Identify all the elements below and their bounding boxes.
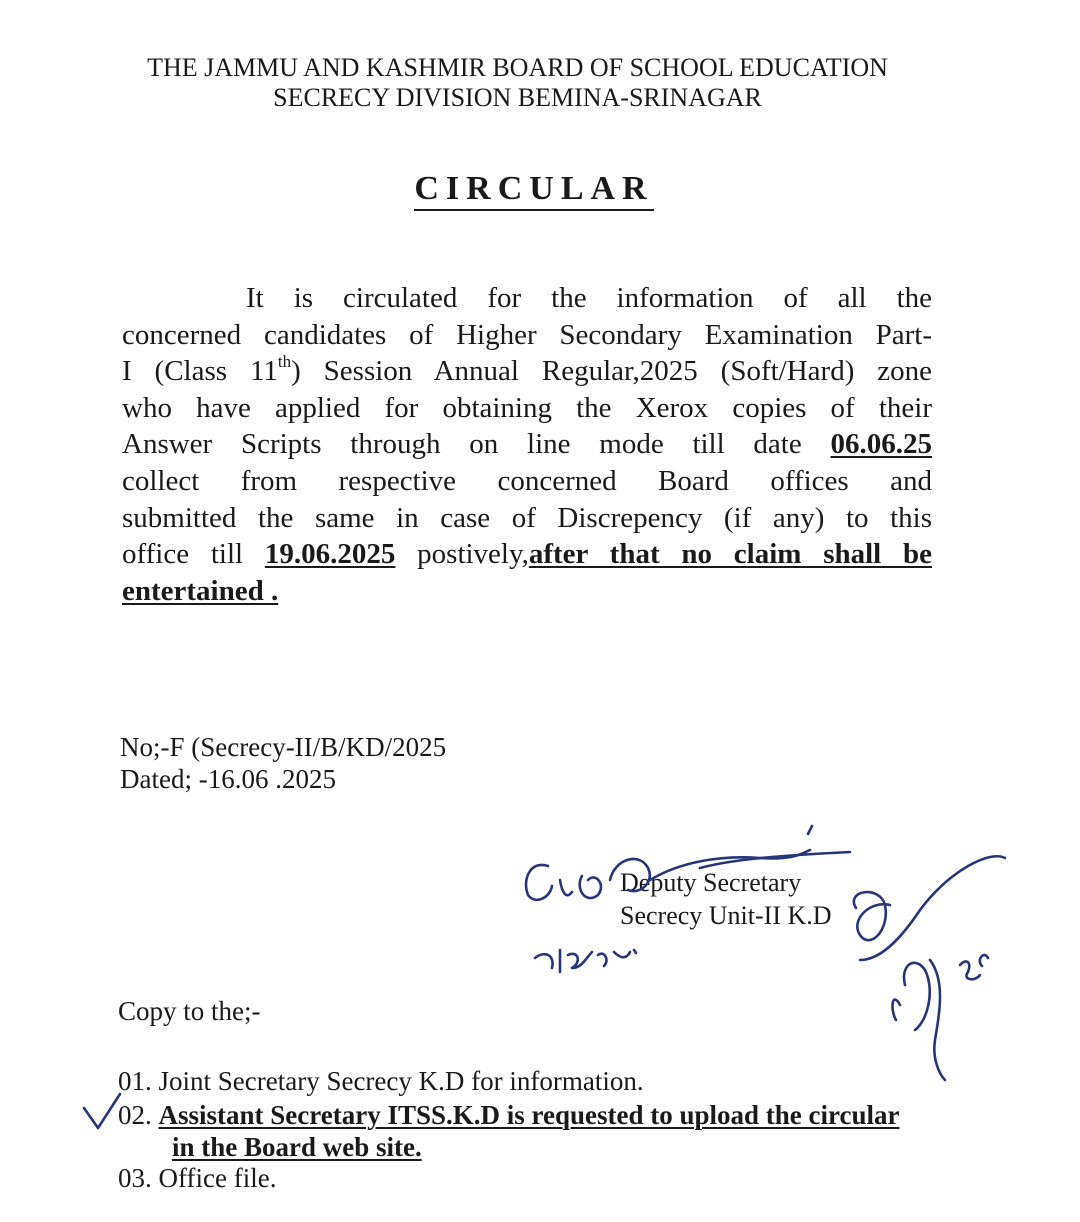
body-line-5: Answer Scripts through on line mode till date 06.06.25 bbox=[122, 428, 932, 461]
signatory-unit: Secrecy Unit-II K.D bbox=[620, 901, 832, 930]
copy-to-heading: Copy to the;- bbox=[118, 996, 261, 1026]
applied-till-date: 06.06.25 bbox=[830, 428, 932, 461]
board-name: THE JAMMU AND KASHMIR BOARD OF SCHOOL EDUCATION bbox=[147, 53, 888, 82]
circular-title: CIRCULAR bbox=[0, 170, 1068, 208]
division-name: SECRECY DIVISION BEMINA-SRINAGAR bbox=[273, 83, 762, 112]
copy-item-2: 02. Assistant Secretary ITSS.K.D is requested to upload the circular bbox=[118, 1100, 900, 1130]
body-line-2: concerned candidates of Higher Secondary Examination Part- bbox=[122, 318, 932, 351]
copy-item-2-continued: in the Board web site. bbox=[172, 1132, 422, 1162]
copy-item-3: 03. Office file. bbox=[118, 1163, 277, 1193]
signatory-designation: Deputy Secretary bbox=[620, 868, 802, 897]
officer-signature-loop bbox=[854, 892, 890, 940]
body-line-8: office till 19.06.2025 postively,after that no claim shall be bbox=[122, 538, 933, 571]
officer-signature-main bbox=[860, 856, 1005, 1080]
deadline-date: 19.06.2025 bbox=[264, 538, 396, 571]
body-line-9: entertained . bbox=[122, 574, 279, 607]
copy-item-1: 01. Joint Secretary Secrecy K.D for information. bbox=[118, 1066, 644, 1096]
body-line-1: It is circulated for the information of all the bbox=[246, 282, 932, 314]
signature-initials-mark bbox=[526, 865, 601, 900]
body-line-7: submitted the same in case of Discrepency (if any) to this bbox=[122, 501, 932, 534]
body-line-4: who have applied for obtaining the Xerox copies of their bbox=[122, 391, 932, 424]
body-line-3: I (Class 11th) Session Annual Regular,2025 (Soft/Hard) zone bbox=[122, 352, 932, 388]
signature-date-scrawl bbox=[535, 950, 636, 972]
dated-line: Dated; -16.06 .2025 bbox=[120, 764, 336, 794]
reference-number: No;-F (Secrecy-II/B/KD/2025 bbox=[120, 732, 447, 762]
body-line-6: collect from respective concerned Board offices and bbox=[122, 464, 932, 497]
signature-flourish bbox=[610, 826, 850, 891]
tick-mark bbox=[84, 1094, 120, 1128]
